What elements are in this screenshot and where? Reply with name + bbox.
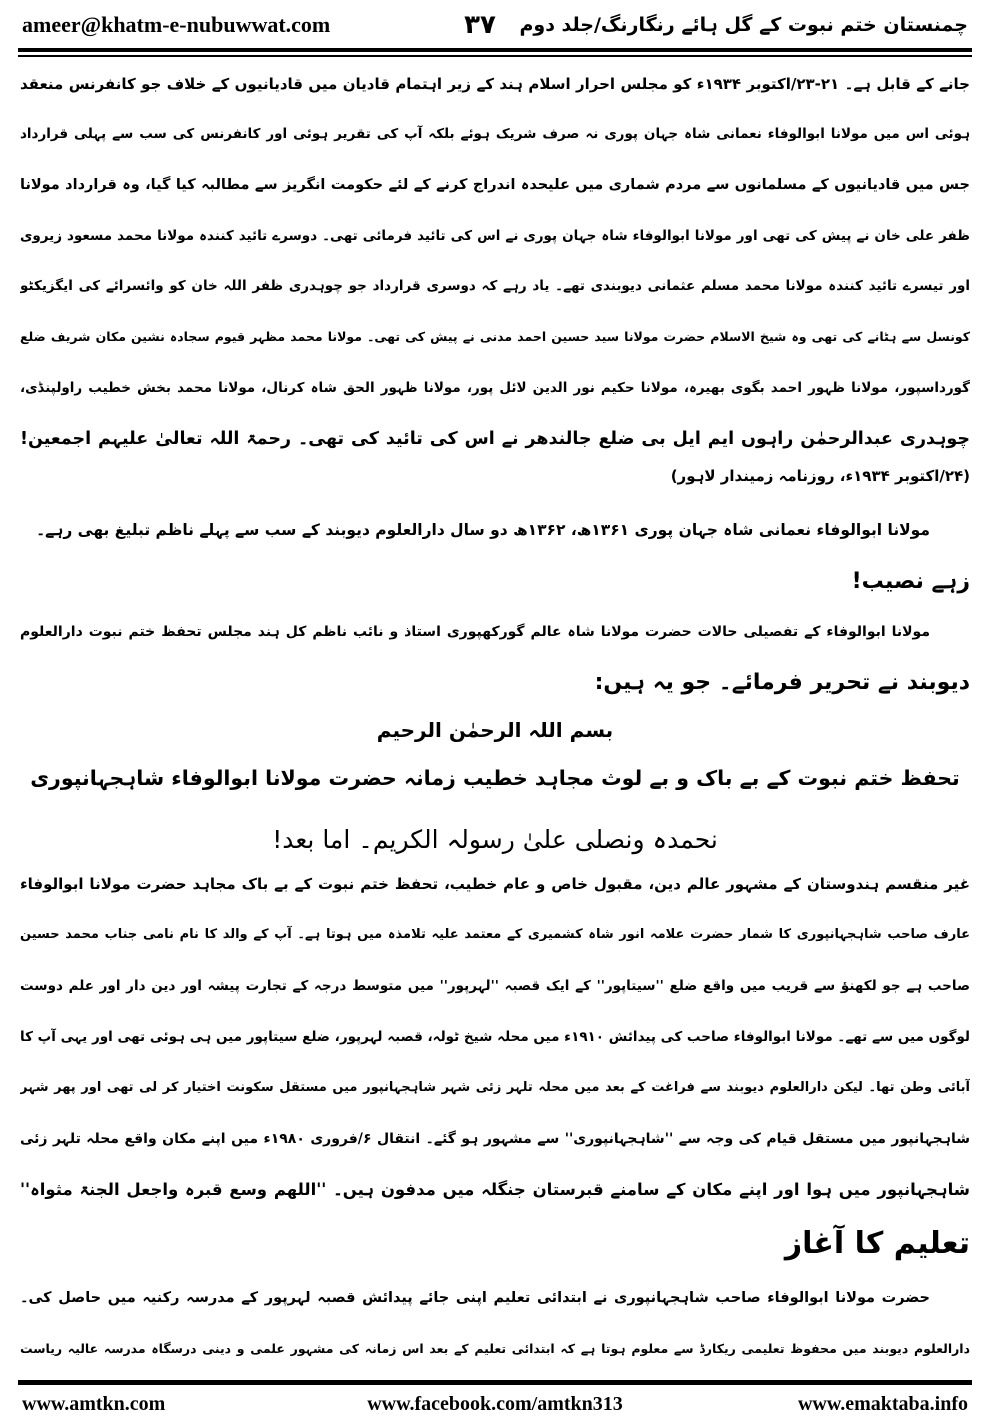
text-line: جس میں قادیانیوں کے مسلمانوں سے مردم شماری میں علیحدہ اندراج کرنے کے لئے حکومت انگریز سے مطالبہ کیا گیا، وہ قرارداد مولانا xyxy=(20,177,970,193)
text-line: مولانا ابوالوفاء نعمانی شاہ جہان پوری ۱۳۶۱ھ، ۱۳۶۲ھ دو سال دارالعلوم دیوبند کے سب سے پہلے ناظم تبلیغ بھی رہے۔ xyxy=(36,521,930,539)
text-line: کونسل سے ہٹانے کی تھی وہ شیخ الاسلام حضرت مولانا سید حسین احمد مدنی نے پیش کی تھی۔ مولانا محمد مظہر قیوم سجادہ نشین مکان شریف ضلع xyxy=(20,329,970,344)
header-rule xyxy=(18,48,972,52)
text-line: شاہجہانپور میں ہوا اور اپنے مکان کے سامنے قبرستان جنگلہ میں مدفون ہیں۔ ''اللھم وسع قبرہ واجعل الجنۃ مثواہ'' xyxy=(20,1180,970,1199)
text-line: آبائی وطن تھا۔ لیکن دارالعلوم دیوبند سے فراغت کے بعد میں محلہ تلہر زئی شہر شاہجہانپور میں مستقل سکونت اختیار کر لی تھی اور پھر شہر xyxy=(20,1080,970,1095)
text-line: ہوئی اس میں مولانا ابوالوفاء نعمانی شاہ جہان پوری نہ صرف شریک ہوئے بلکہ آپ کی تقریر ہوئی اور کانفرنس کی سب سے پہلی قرارداد xyxy=(20,126,970,142)
text-line: حضرت مولانا ابوالوفاء صاحب شاہجہانپوری نے ابتدائی تعلیم اپنی جائے پیدائش قصبہ لہرپور کے مدرسہ رکنیہ میں حاصل کی۔ xyxy=(20,1290,930,1306)
header-email: ameer@khatm-e-nubuwwat.com xyxy=(22,12,331,37)
text-line: عارف صاحب شاہجہانپوری کا شمار حضرت علامہ انور شاہ کشمیری کے معتمد علیہ تلامذہ میں ہوتا ہے۔ آپ کے والد کا نام نامی جناب محمد حسین xyxy=(20,927,970,942)
opening-invocation: نحمدہ ونصلی علیٰ رسولہ الکریم۔ اما بعد! xyxy=(272,825,718,854)
text-line: صاحب ہے جو لکھنؤ سے قریب میں واقع ضلع ''سیتاپور'' کے ایک قصبہ ''لہرپور'' میں متوسط درجہ کے تجارت پیشہ اور دین دار اور علم دوست xyxy=(20,978,970,994)
text-line: گورداسپور، مولانا ظہور احمد بگوی بھیرہ، مولانا حکیم نور الدین لائل پور، مولانا ظہور الحق شاہ کرنال، مولانا محمد بخش خطیب راولپنڈی، xyxy=(20,380,970,396)
section-title: تحفظ ختم نبوت کے بے باک و بے لوث مجاہد خطیب زمانہ حضرت مولانا ابوالوفاء شاہجہانپوری xyxy=(30,766,960,790)
text-line: جانے کے قابل ہے۔ ۲۱-۲۳/اکتوبر ۱۹۳۴ء کو مجلس احرار اسلام ہند کے زیر اہتمام قادیان میں قادیانیوں کے خلاف جو کانفرنس منعقد xyxy=(20,75,970,93)
text-line: مولانا ابوالوفاء کے تفصیلی حالات حضرت مولانا شاہ عالم گورکھپوری استاذ و نائب ناظم کل ہند مجلس تحفظ ختم نبوت دارالعلوم xyxy=(20,624,930,640)
text-line: زہے نصیب! xyxy=(851,569,970,594)
page-number: ۳۷ xyxy=(464,10,496,40)
bismillah: بسم اللہ الرحمٰن الرحیم xyxy=(376,718,614,742)
section-heading: تعلیم کا آغاز xyxy=(784,1226,970,1261)
text-line: دیوبند نے تحریر فرمائے۔ جو یہ ہیں: xyxy=(594,670,970,695)
text-line: لوگوں میں سے تھے۔ مولانا ابوالوفاء صاحب کی پیدائش ۱۹۱۰ء میں محلہ شیخ ٹولہ، قصبہ لہرپور، ضلع سیتاپور میں ہی ہوئی تھی اور یہی آپ کا xyxy=(20,1029,970,1045)
citation: (۲۴/اکتوبر ۱۹۳۴ء، روزنامہ زمیندار لاہور) xyxy=(670,467,970,485)
footer-link-facebook[interactable]: www.facebook.com/amtkn313 xyxy=(367,1393,623,1415)
footer-rule xyxy=(18,1380,972,1385)
text-line: دارالعلوم دیوبند میں محفوظ تعلیمی ریکارڈ سے معلوم ہوتا ہے کہ ابتدائی تعلیم کے بعد اس زمانہ کی مشہور علمی و دینی درسگاہ مدرسہ عالیہ ریاست xyxy=(20,1341,970,1356)
text-line: اور تیسرے تائید کنندہ مولانا محمد مسلم عثمانی دیوبندی تھے۔ یاد رہے کہ دوسری قرارداد جو چوہدری ظفر اللہ خان کو وائسرائے کی ایگزیکٹو xyxy=(20,278,970,294)
text-line: چوہدری عبدالرحمٰن راہوں ایم ایل بی ضلع جالندھر نے اس کی تائید کی تھی۔ رحمۃ اللہ تعالیٰ علیہم اجمعین! xyxy=(20,429,970,449)
text-line: شاہجہانپور میں مستقل قیام کی وجہ سے ''شاہجہانپوری'' سے مشہور ہو گئے۔ انتقال ۶/فروری ۱۹۸۰ء میں اپنے مکان واقع محلہ تلہر زئی xyxy=(20,1131,970,1147)
footer-link-emaktaba[interactable]: www.emaktaba.info xyxy=(797,1393,968,1415)
text-line: غیر منقسم ہندوستان کے مشہور عالم دین، مقبول خاص و عام خطیب، تحفظ ختم نبوت کے بے باک مجاہد حضرت مولانا ابوالوفاء xyxy=(20,875,970,893)
text-line: ظفر علی خان نے پیش کی تھی اور مولانا ابوالوفاء شاہ جہان پوری نے اس کی تائید فرمائی تھی۔ دوسرے تائید کنندہ مولانا محمد مسعود زیروی xyxy=(20,228,970,244)
book-title: چمنستان ختم نبوت کے گل ہائے رنگارنگ/جلد دوم xyxy=(519,14,968,36)
footer-link-amtkn[interactable]: www.amtkn.com xyxy=(22,1393,166,1415)
header-rule-thin xyxy=(18,55,972,57)
